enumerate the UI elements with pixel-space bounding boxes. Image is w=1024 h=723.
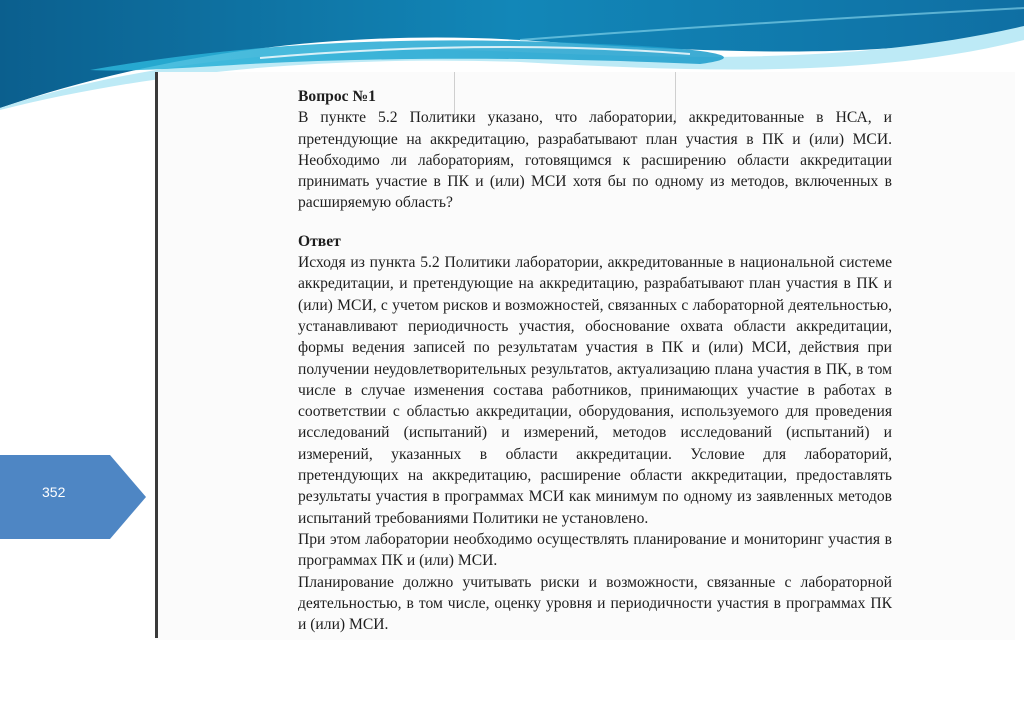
answer-heading: Ответ <box>298 232 341 250</box>
question-text: В пункте 5.2 Политики указано, что лаборатории, аккредитованные в НСА, и претендующие на аккредитацию, разрабатывают план участия в ПК и (или) МСИ. Необходимо ли лабораториям, готовящимся к расширению области аккредитации принимать участие в ПК и (или) МСИ хотя бы по одному из методов, включенных в расширяемую область? <box>298 109 892 212</box>
answer-paragraph: Планирование должно учитывать риски и возможности, связанные с лабораторной деятельностью, в том числе, оценку уровня и периодичности участия в программах ПК и (или) МСИ. <box>298 573 892 634</box>
document-text <box>298 86 892 635</box>
slide-number-tab <box>0 455 146 539</box>
document-left-rule <box>155 72 158 638</box>
slide-number: 352 <box>42 484 66 500</box>
answer-paragraph: Исходя из пункта 5.2 Политики лаборатории, аккредитованные в национальной системе аккредитации, и претендующие на аккредитацию, разрабатывают план участия в ПК и (или) МСИ, с учетом рисков и возможностей, связанных с лабораторной деятельностью, устанавливают периодичность участия, обоснование охвата области аккредитации, формы ведения записей по результатам участия в ПК и (или) МСИ, действия при получении неудовлетворительных результатов, актуализацию плана участия в ПК, в том числе в случае изменения состава работников, принимающих участие в работах в соответствии с областью аккредитации, оборудования, используемого для проведения исследований (испытаний) и измерений, методов исследований (испытаний) и измерений, указанных в области аккредитации. Условие для лабораторий, претендующих на аккредитацию, расширение области аккредитации, предоставлять результаты участия в программах МСИ как минимум по одному из заявленных методов испытаний требованиями Политики не установлено. <box>298 254 892 527</box>
answer-paragraph: При этом лаборатории необходимо осуществлять планирование и мониторинг участия в программах ПК и (или) МСИ. <box>298 530 892 570</box>
question-heading: Вопрос №1 <box>298 88 376 105</box>
